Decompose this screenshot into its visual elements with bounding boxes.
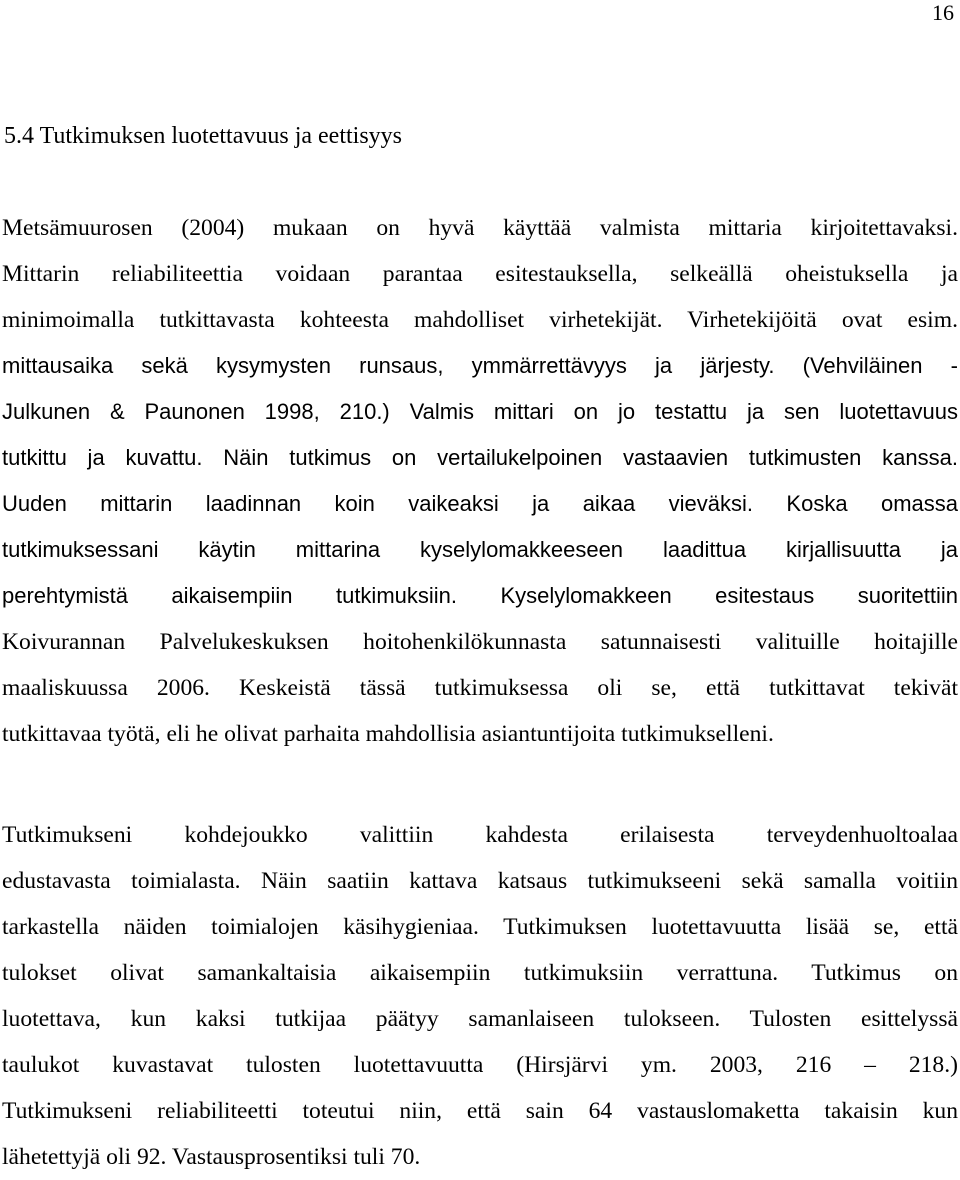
paragraph-line: lähetettyjä oli 92. Vastausprosentiksi tuli 70. <box>2 1144 421 1170</box>
paragraph-line: perehtymistä aikaisempiin tutkimuksiin. Kyselylomakkeen esitestaus suoritettiin <box>2 583 958 608</box>
paragraph-line: Tutkimukseni reliabiliteetti toteutui niin, että sain 64 vastauslomaketta takaisin kun <box>2 1098 958 1124</box>
paragraph-line: luotettava, kun kaksi tutkijaa päätyy samanlaiseen tulokseen. Tulosten esittelyssä <box>2 1006 958 1032</box>
page-number: 16 <box>932 0 954 25</box>
paragraph-line: tutkittu ja kuvattu. Näin tutkimus on vertailukelpoinen vastaavien tutkimusten kanssa. <box>2 445 958 470</box>
paragraph-line: mittausaika sekä kysymysten runsaus, ymmärrettävyys ja järjesty. (Vehviläinen - <box>2 353 958 378</box>
paragraph-line: tutkimuksessani käytin mittarina kyselylomakkeeseen laadittua kirjallisuutta ja <box>2 537 958 562</box>
paragraph-line: tulokset olivat samankaltaisia aikaisempiin tutkimuksiin verrattuna. Tutkimus on <box>2 960 958 986</box>
paragraph-line: Koivurannan Palvelukeskuksen hoitohenkilökunnasta satunnaisesti valituille hoitajille <box>2 629 958 655</box>
paragraph-line: Tutkimukseni kohdejoukko valittiin kahdesta erilaisesta terveydenhuoltoalaa <box>2 822 958 848</box>
paragraph-line: minimoimalla tutkittavasta kohteesta mahdolliset virhetekijät. Virhetekijöitä ovat esim. <box>2 307 958 333</box>
paragraph-line: maaliskuussa 2006. Keskeistä tässä tutkimuksessa oli se, että tutkittavat tekivät <box>2 675 958 701</box>
paragraph-line: Metsämuurosen (2004) mukaan on hyvä käyttää valmista mittaria kirjoitettavaksi. <box>2 215 958 241</box>
paragraph-sample <box>2 812 958 1180</box>
paragraph-line: Julkunen & Paunonen 1998, 210.) Valmis mittari on jo testattu ja sen luotettavuus <box>2 399 958 424</box>
paragraph-line: tutkittavaa työtä, eli he olivat parhaita mahdollisia asiantuntijoita tutkimukselleni. <box>2 721 774 747</box>
paragraph-line: Mittarin reliabiliteettia voidaan parantaa esitestauksella, selkeällä oheistuksella ja <box>2 261 958 287</box>
section-heading: 5.4 Tutkimuksen luotettavuus ja eettisyys <box>4 123 403 149</box>
paragraph-reliability <box>2 205 958 757</box>
paragraph-line: taulukot kuvastavat tulosten luotettavuutta (Hirsjärvi ym. 2003, 216 – 218.) <box>2 1052 958 1078</box>
paragraph-line: tarkastella näiden toimialojen käsihygieniaa. Tutkimuksen luotettavuutta lisää se, että <box>2 914 958 940</box>
paragraph-line: Uuden mittarin laadinnan koin vaikeaksi ja aikaa vieväksi. Koska omassa <box>2 491 958 516</box>
paragraph-line: edustavasta toimialasta. Näin saatiin kattava katsaus tutkimukseeni sekä samalla voitiin <box>2 868 958 894</box>
